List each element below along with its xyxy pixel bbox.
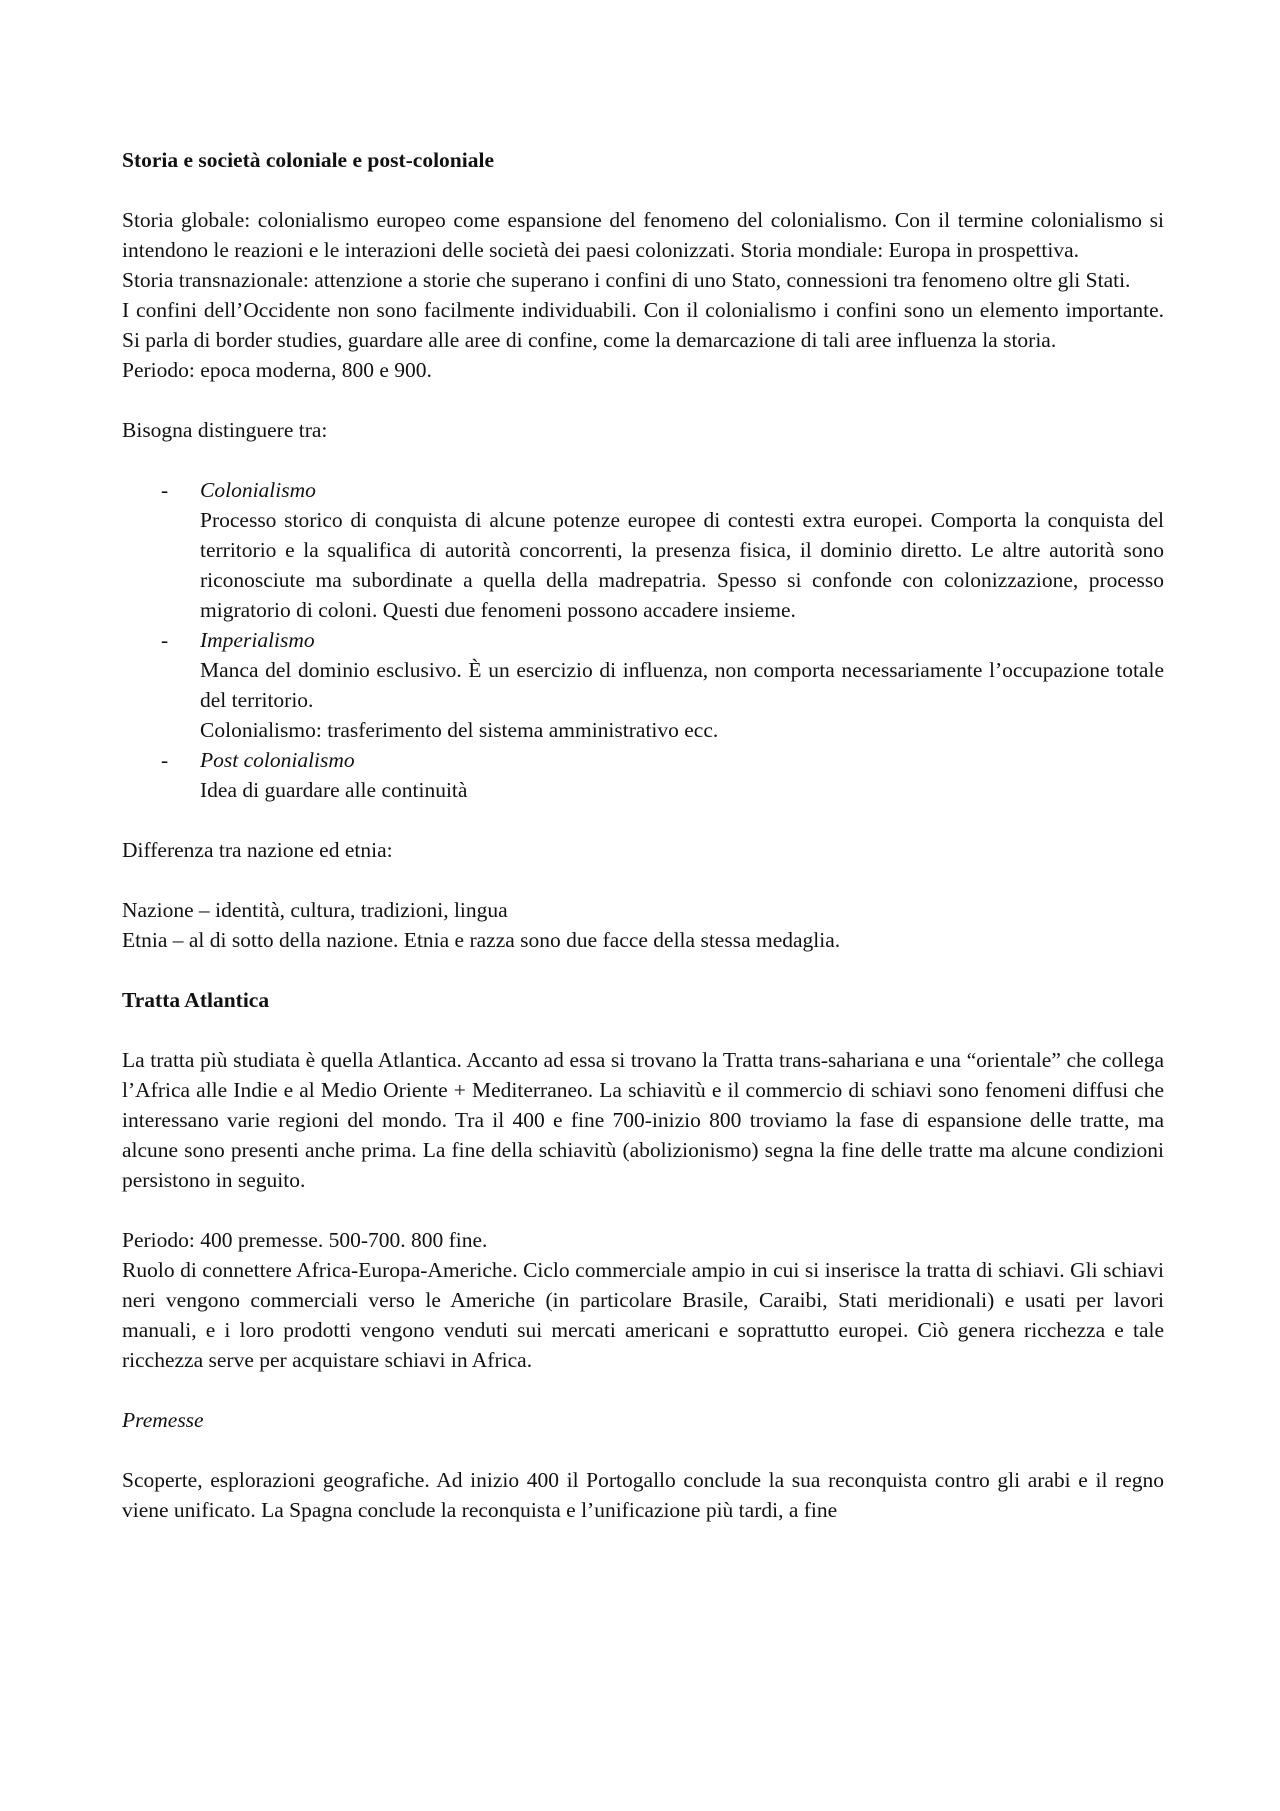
section-title-colonial: Storia e società coloniale e post-coloniale — [122, 148, 494, 172]
term-definition: Processo storico di conquista di alcune potenze europee di contesti extra europei. Comporta la conquista del territorio e la squalifica di autorità concorrenti, la presenza fisica, il dominio diretto. Le altre autorità sono riconosciute ma subordinate a quella della madrepatria. Spesso si confonde con colonizzazione, processo migratorio di coloni. Questi due fenomeni possono accadere insieme. — [200, 508, 1164, 622]
spacer — [122, 1375, 1164, 1405]
paragraph-tratta-atlantica: La tratta più studiata è quella Atlantica. Accanto ad essa si trovano la Tratta trans-sahariana e una “orientale” che collega l’Africa alle Indie e al Medio Oriente + Mediterraneo. La schiavitù e il commercio di schiavi sono fenomeni diffusi che interessano varie regioni del mondo. Tra il 400 e fine 700-inizio 800 troviamo la fase di espansione delle tratte, ma alcune sono presenti anche prima. La fine della schiavitù (abolizionismo) segna la fine delle tratte ma alcune condizioni persistono in seguito. — [122, 1048, 1164, 1192]
spacer — [122, 805, 1164, 835]
paragraph-storia-transnazionale: Storia transnazionale: attenzione a storie che superano i confini di uno Stato, connessioni tra fenomeno oltre gli Stati. — [122, 268, 1131, 292]
spacer — [122, 955, 1164, 985]
paragraph-nazione: Nazione – identità, cultura, tradizioni, lingua — [122, 898, 508, 922]
list-item-colonialismo — [122, 475, 1164, 625]
document-page — [122, 145, 1164, 1525]
spacer — [122, 445, 1164, 475]
spacer — [122, 1435, 1164, 1465]
term-definition-extra: Colonialismo: trasferimento del sistema amministrativo ecc. — [200, 718, 719, 742]
dash-bullet: - — [161, 478, 169, 502]
paragraph-confini: I confini dell’Occidente non sono facilmente individuabili. Con il colonialismo i confini sono un elemento importante. Si parla di border studies, guardare alle aree di confine, come la demarcazione di tali aree influenza la storia. — [122, 298, 1164, 352]
list-item-imperialismo — [122, 625, 1164, 745]
spacer — [122, 1015, 1164, 1045]
term-definition: Manca del dominio esclusivo. È un esercizio di influenza, non comporta necessariamente l’occupazione totale del territorio. — [200, 658, 1164, 712]
paragraph-storia-globale: Storia globale: colonialismo europeo come espansione del fenomeno del colonialismo. Con il termine colonialismo si intendono le reazioni e le interazioni delle società dei paesi colonizzati. Storia mondiale: Europa in prospettiva. — [122, 208, 1164, 262]
spacer — [122, 175, 1164, 205]
term-definition: Idea di guardare alle continuità — [200, 778, 468, 802]
spacer — [122, 865, 1164, 895]
paragraph-scoperte: Scoperte, esplorazioni geografiche. Ad inizio 400 il Portogallo conclude la sua reconquista contro gli arabi e il regno viene unificato. La Spagna conclude la reconquista e l’unificazione più tardi, a fine — [122, 1468, 1164, 1522]
dash-bullet: - — [161, 748, 169, 772]
dash-bullet: - — [161, 628, 169, 652]
paragraph-intro-distinguere: Bisogna distinguere tra: — [122, 418, 328, 442]
subsection-title-premesse: Premesse — [122, 1408, 204, 1432]
term-label: Colonialismo — [200, 478, 316, 502]
list-item-post-colonialismo — [122, 745, 1164, 805]
paragraph-ruolo: Ruolo di connettere Africa-Europa-Americhe. Ciclo commerciale ampio in cui si inserisce la tratta di schiavi. Gli schiavi neri vengono commerciali verso le Americhe (in particolare Brasile, Caraibi, Stati meridionali) e usati per lavori manuali, e i loro prodotti vengono venduti sui mercati americani e soprattutto europei. Ciò genera ricchezza e tale ricchezza serve per acquistare schiavi in Africa. — [122, 1258, 1164, 1372]
paragraph-periodo: Periodo: epoca moderna, 800 e 900. — [122, 358, 432, 382]
spacer — [122, 1195, 1164, 1225]
paragraph-differenza: Differenza tra nazione ed etnia: — [122, 838, 393, 862]
spacer — [122, 385, 1164, 415]
definitions-list — [122, 475, 1164, 805]
section-title-tratta: Tratta Atlantica — [122, 988, 270, 1012]
term-label: Post colonialismo — [200, 748, 355, 772]
paragraph-etnia: Etnia – al di sotto della nazione. Etnia e razza sono due facce della stessa medaglia. — [122, 928, 841, 952]
term-label: Imperialismo — [200, 628, 315, 652]
paragraph-periodo-tratta: Periodo: 400 premesse. 500-700. 800 fine. — [122, 1228, 488, 1252]
